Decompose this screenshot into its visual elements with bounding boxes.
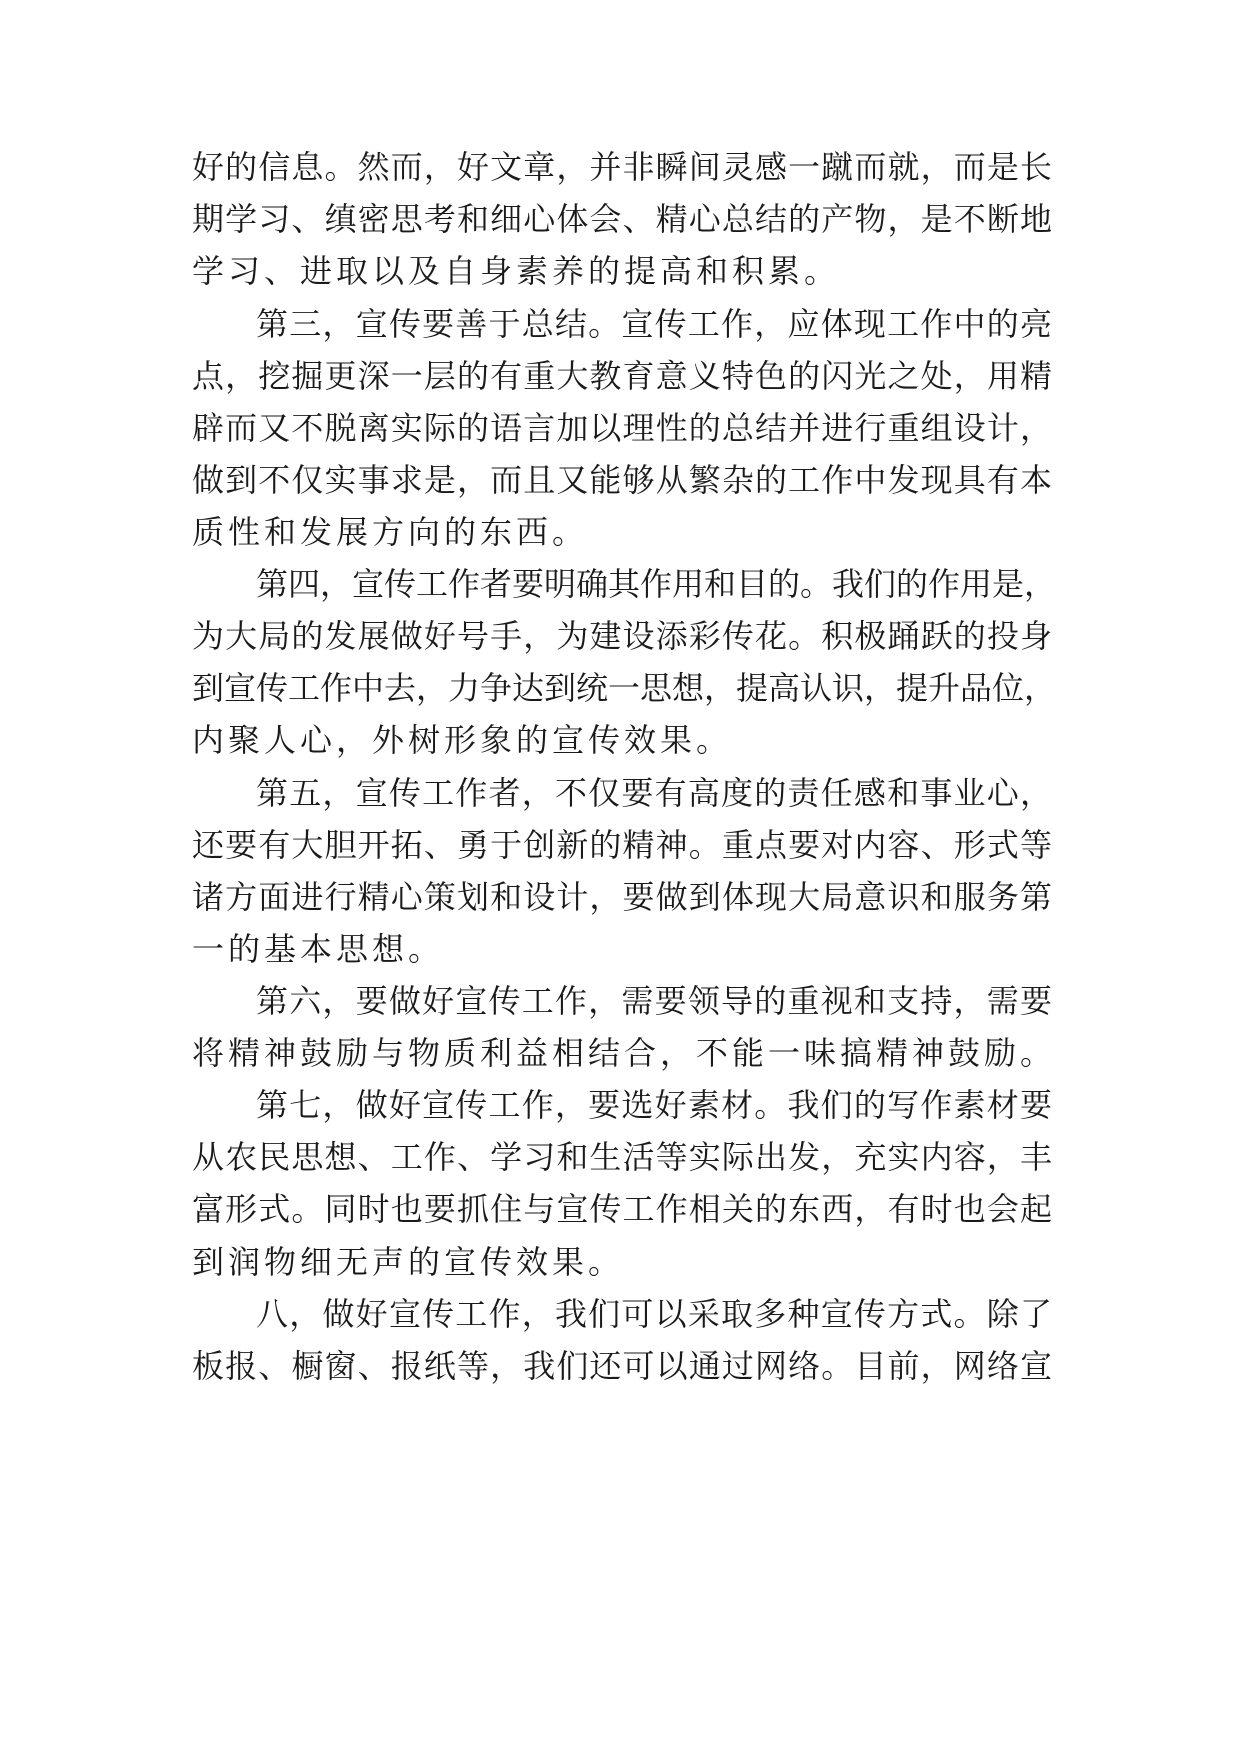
text-line: 第四，宣传工作者要明确其作用和目的。我们的作用是， xyxy=(256,565,1057,603)
text-line: 为大局的发展做好号手，为建设添彩传花。积极踊跃的投身 xyxy=(192,617,1052,655)
text-line: 诸方面进行精心策划和设计，要做到体现大局意识和服务第 xyxy=(192,878,1052,916)
text-line: 富形式。同时也要抓住与宣传工作相关的东西，有时也会起 xyxy=(192,1190,1052,1228)
text-line: 到润物细无声的宣传效果。 xyxy=(192,1243,625,1281)
text-line: 辟而又不脱离实际的语言加以理性的总结并进行重组设计， xyxy=(192,409,1052,447)
text-line: 还要有大胆开拓、勇于创新的精神。重点要对内容、形式等 xyxy=(192,826,1052,864)
text-line: 做到不仅实事求是，而且又能够从繁杂的工作中发现具有本 xyxy=(192,461,1052,499)
text-line: 八，做好宣传工作，我们可以采取多种宣传方式。除了 xyxy=(256,1295,1052,1333)
text-line: 第六，要做好宣传工作，需要领导的重视和支持，需要 xyxy=(256,982,1052,1020)
text-line: 到宣传工作中去，力争达到统一思想，提高认识，提升品位， xyxy=(192,669,1057,707)
text-line: 将精神鼓励与物质利益相结合，不能一味搞精神鼓励。 xyxy=(192,1034,1057,1072)
text-line: 从农民思想、工作、学习和生活等实际出发，充实内容，丰 xyxy=(192,1138,1052,1176)
text-line: 一的基本思想。 xyxy=(192,930,445,968)
text-line: 第五，宣传工作者，不仅要有高度的责任感和事业心， xyxy=(256,774,1052,812)
text-line: 期学习、缜密思考和细心体会、精心总结的产物，是不断地 xyxy=(192,200,1052,238)
text-line: 第三，宣传要善于总结。宣传工作，应体现工作中的亮 xyxy=(256,305,1052,343)
text-line: 学习、进取以及自身素养的提高和积累。 xyxy=(192,252,841,290)
text-line: 质性和发展方向的东西。 xyxy=(192,513,589,551)
text-line: 第七，做好宣传工作，要选好素材。我们的写作素材要 xyxy=(256,1086,1052,1124)
text-line: 内聚人心，外树形象的宣传效果。 xyxy=(192,721,733,759)
text-line: 好的信息。然而，好文章，并非瞬间灵感一蹴而就，而是长 xyxy=(192,148,1052,186)
text-line: 板报、橱窗、报纸等，我们还可以通过网络。目前，网络宣 xyxy=(192,1347,1052,1385)
text-line: 点，挖掘更深一层的有重大教育意义特色的闪光之处，用精 xyxy=(192,357,1052,395)
